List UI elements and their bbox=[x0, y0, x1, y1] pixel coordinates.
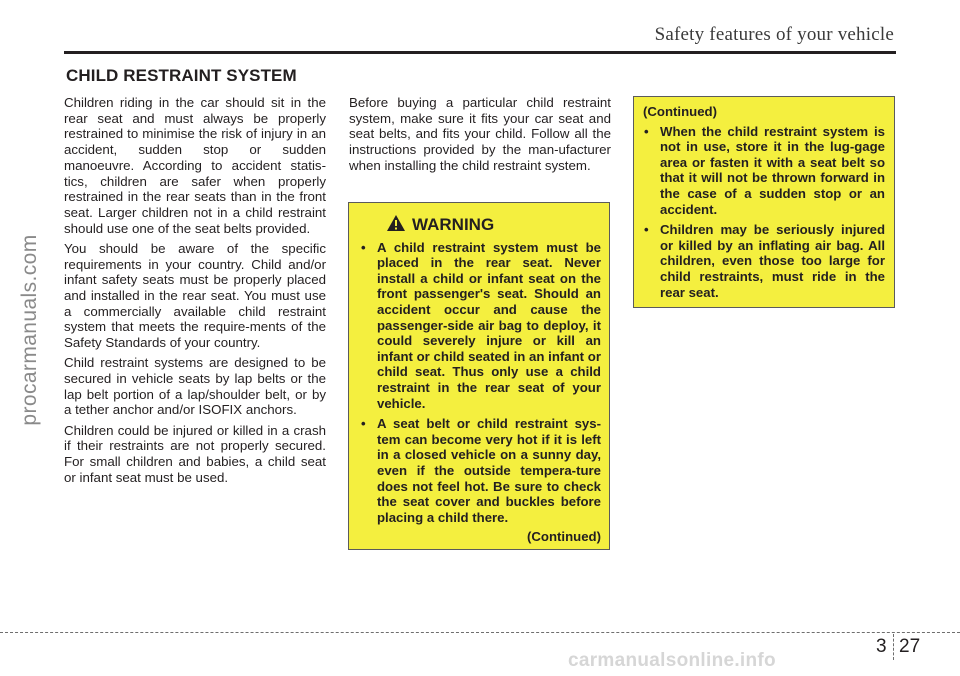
paragraph: You should be aware of the specific requirements in your country. Child and/or infant safety seats must be properly placed and installed in the rear seat. You must use a commercially available child restraint system that meets the require-ments of the Safety Standards of your country. bbox=[64, 240, 326, 351]
continued-label: (Continued) bbox=[643, 104, 717, 119]
warning-box bbox=[348, 202, 610, 550]
warning-list bbox=[360, 240, 601, 526]
page-number-separator bbox=[893, 634, 894, 660]
page-header-title: Safety features of your vehicle bbox=[654, 24, 894, 45]
warning-triangle-icon bbox=[386, 214, 406, 236]
continued-warning-box bbox=[633, 96, 895, 308]
paragraph: Child restraint systems are designed to be secured in vehicle seats by lap belts or the lap belt portion of a lap/shoulder belt, or by a tether anchor and/or ISOFIX anchors. bbox=[64, 355, 326, 418]
continued-label: (Continued) bbox=[527, 529, 601, 545]
body-column-1 bbox=[64, 95, 326, 490]
footer-rule bbox=[0, 632, 960, 633]
warning-title: WARNING bbox=[412, 215, 495, 234]
warning-bullet: • Children may be seriously injured or killed by an inflating air bag. All children, even those too large for child restraints, must ride in the rear seat. bbox=[643, 222, 885, 300]
warning-bullet: • When the child restraint system is not in use, store it in the lug-gage area or fasten it with a seat belt so that it will not be thrown forward in the case of a sudden stop or an accident. bbox=[643, 124, 885, 218]
warning-bullet: • A seat belt or child restraint sys-tem can become very hot if it is left in a closed vehicle on a sunny day, even if the outside tempera-ture does not feel hot. Be sure to check the seat cover and buckles before placing a child there. bbox=[360, 416, 601, 525]
paragraph: Children riding in the car should sit in the rear seat and must always be properly restrained to minimise the risk of injury in an accident, sudden stop or sudden manoeuvre. According to accident statis-tics, children are safer when properly restrained in the rear seats than in the front seat. Larger children not in a child restraint should use one of the seat belts provided. bbox=[64, 95, 326, 236]
warning-bullet: • A child restraint system must be placed in the rear seat. Never install a child or infant seat on the front passenger's seat. Should an accident occur and cause the passenger-side air bag to deploy, it could severely injure or kill an infant or child seated in an infant or child seat. Thus only use a child restraint in the rear seat of your vehicle. bbox=[360, 240, 601, 412]
body-column-2 bbox=[349, 95, 611, 178]
warning-header bbox=[386, 214, 601, 236]
footer-watermark: carmanualsonline.info bbox=[568, 650, 776, 671]
paragraph: Children could be injured or killed in a crash if their restraints are not properly secured. For small children and babies, a child seat or infant seat must be used. bbox=[64, 422, 326, 485]
header-rule bbox=[64, 51, 896, 54]
paragraph: Before buying a particular child restraint system, make sure it fits your car seat and seat belts, and fits your child. Follow all the instructions provided by the man-ufacturer when installing the child restraint system. bbox=[349, 95, 611, 173]
page-number: 27 bbox=[899, 636, 921, 657]
chapter-number: 3 bbox=[876, 636, 887, 657]
side-watermark: procarmanuals.com bbox=[18, 234, 41, 426]
continued-list bbox=[643, 124, 885, 301]
section-title: CHILD RESTRAINT SYSTEM bbox=[66, 66, 297, 85]
